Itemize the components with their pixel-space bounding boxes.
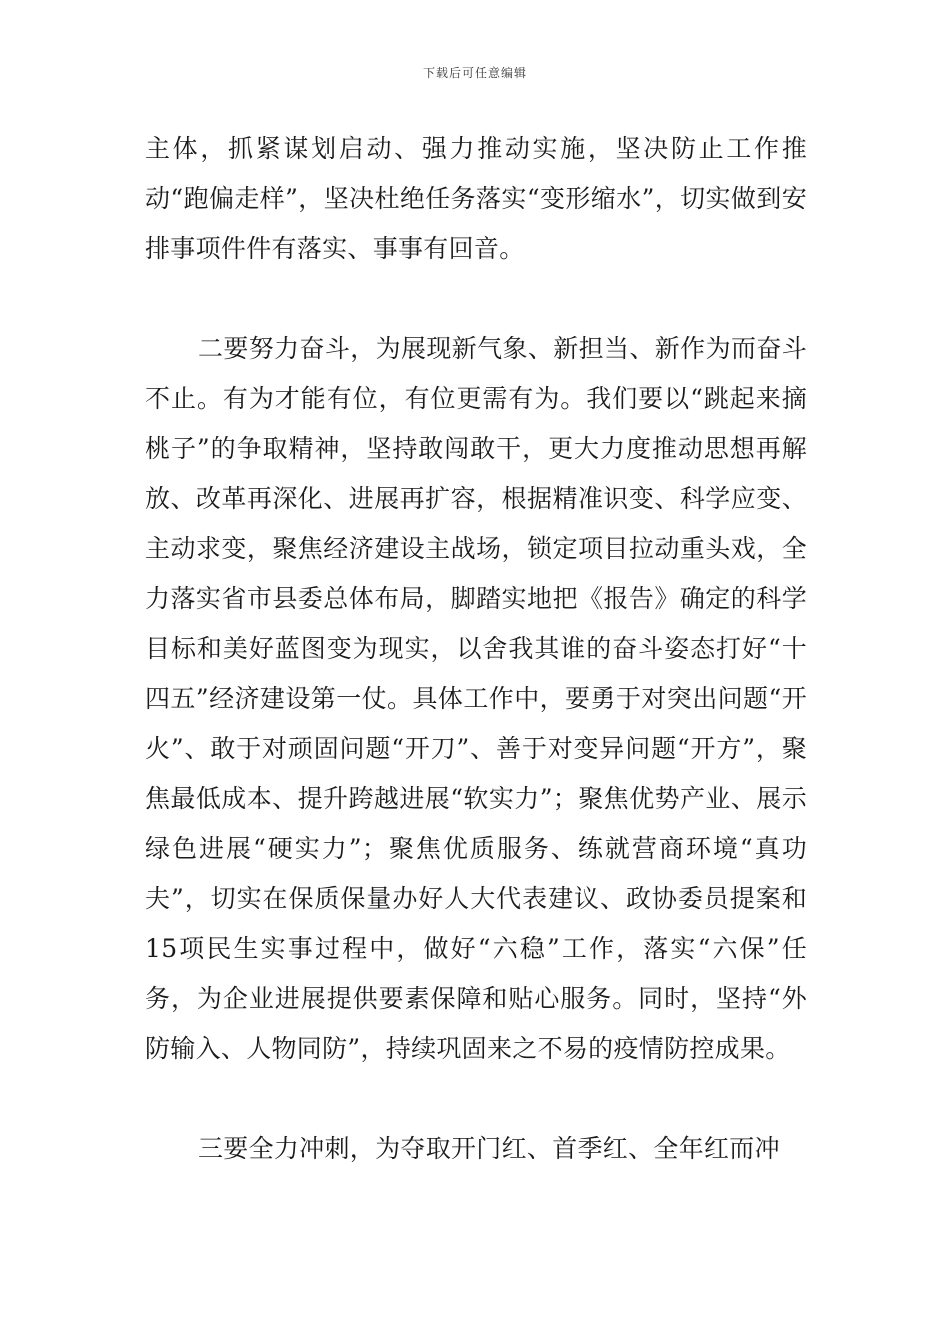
- paragraph-gap: [145, 274, 807, 324]
- paragraph-second-point: 二要努力奋斗，为展现新气象、新担当、新作为而奋斗不止。有为才能有位，有位更需有为。我们要以“跳起来摘桃子”的争取精神，坚持敢闯敢干，更大力度推动思想再解放、改革再深化、进展再扩容，根据精准识变、科学应变、主动求变，聚焦经济建设主战场，锁定项目拉动重头戏，全力落实省市县委总体布局，脚踏实地把《报告》确定的科学目标和美好蓝图变为现实，以舍我其谁的奋斗姿态打好“十四五”经济建设第一仗。具体工作中，要勇于对突出问题“开火”、敢于对顽固问题“开刀”、善于对变异问题“开方”，聚焦最低成本、提升跨越进展“软实力”；聚焦优势产业、展示绿色进展“硬实力”；聚焦优质服务、练就营商环境“真功夫”，切实在保质保量办好人大代表建议、政协委员提案和15项民生实事过程中，做好“六稳”工作，落实“六保”任务，为企业进展提供要素保障和贴心服务。同时，坚持“外防输入、人物同防”，持续巩固来之不易的疫情防控成果。: [145, 334, 807, 1063]
- header-note: 下载后可任意编辑: [422, 66, 527, 80]
- paragraph-gap: [145, 1074, 807, 1124]
- document-body: [145, 124, 807, 1174]
- paragraph-third-point: 三要全力冲刺，为夺取开门红、首季红、全年红而冲: [198, 1134, 780, 1163]
- paragraph-continuation: 主体，抓紧谋划启动、强力推动实施，坚决防止工作推动“跑偏走样”，坚决杜绝任务落实“变形缩水”，切实做到安排事项件件有落实、事事有回音。: [145, 134, 807, 263]
